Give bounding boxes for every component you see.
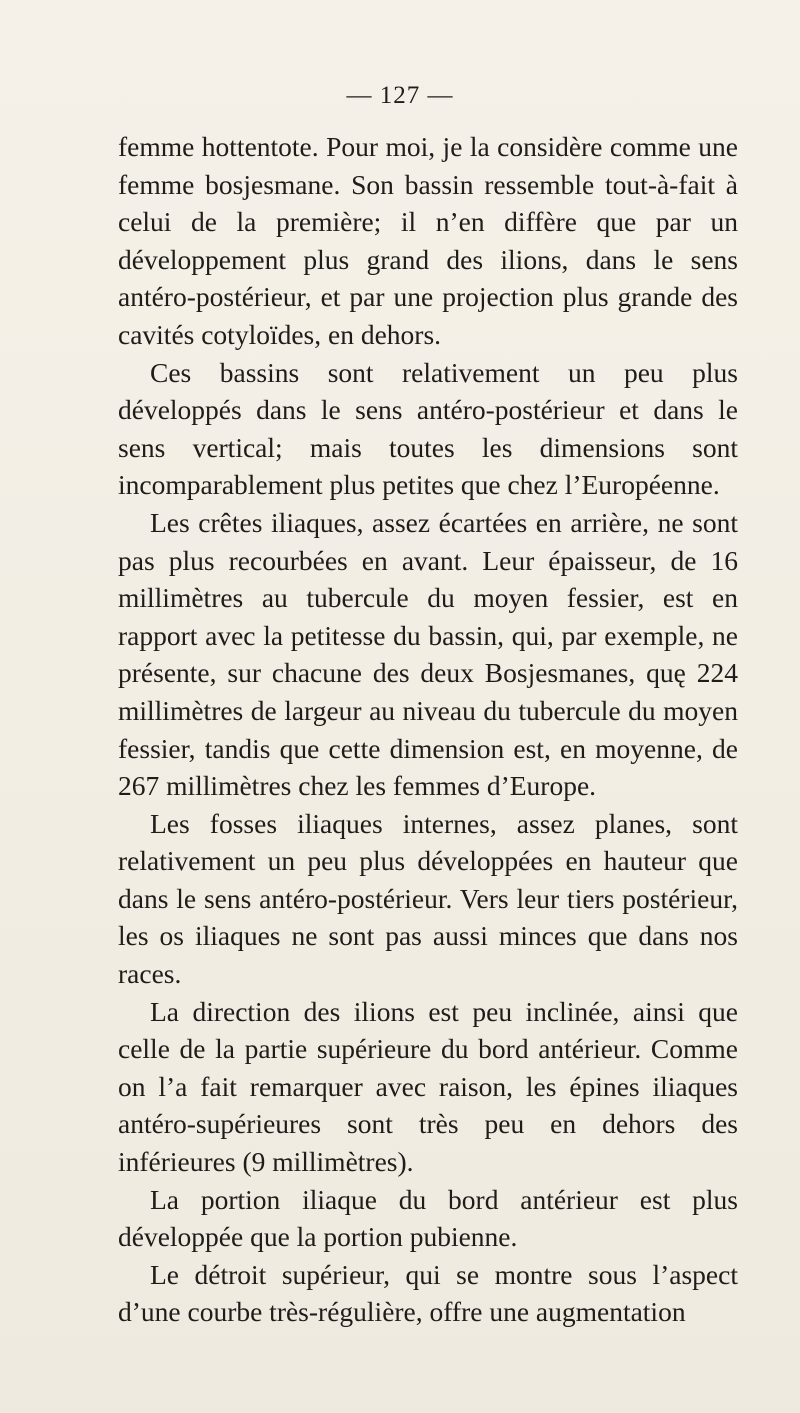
paragraph-2: Ces bassins sont relativement un peu plus développés dans le sens antéro-postérieur et dans le sens vertical; mais toutes les dimensions sont incomparablement plus petites que chez l’Européenne. [118, 356, 738, 501]
page-number-header: — 127 — [346, 82, 454, 109]
paragraph-5: La direction des ilions est peu inclinée, ainsi que celle de la partie supérieure du bord antérieur. Comme on l’a fait remarquer avec raison, les épines iliaques antéro-supérieures sont très peu en dehors des inférieures (9 millimètres). [118, 995, 738, 1178]
paragraph-6: La portion iliaque du bord antérieur est plus développée que la portion pubienne. [118, 1183, 738, 1253]
paragraph-7: Le détroit supérieur, qui se montre sous l’aspect d’une courbe très-régulière, offre une augmentation [118, 1258, 738, 1328]
paragraph-4: Les fosses iliaques internes, assez planes, sont relativement un peu plus développées en hauteur que dans le sens antéro-postérieur. Vers leur tiers postérieur, les os iliaques ne sont pas aussi minces que dans nos races. [118, 807, 738, 990]
paragraph-3: Les crêtes iliaques, assez écartées en arrière, ne sont pas plus recourbées en avant. Leur épaisseur, de 16 millimètres au tubercule du moyen fessier, est en rapport avec la petitesse du bassin, qui, par exemple, ne présente, sur chacune des deux Bosjesmanes, quę 224 millimètres de largeur au niveau du tubercule du moyen fessier, tandis que cette dimension est, en moyenne, de 267 millimètres chez les femmes d’Europe. [118, 506, 738, 802]
paragraph-1: femme hottentote. Pour moi, je la considère comme une femme bosjesmane. Son bassin ressemble tout-à-fait à celui de la première; il n’en diffère que par un développement plus grand des ilions, dans le sens antéro-postérieur, et par une projection plus grande des cavités cotyloïdes, en dehors. [118, 131, 738, 350]
body-text [118, 128, 738, 1331]
